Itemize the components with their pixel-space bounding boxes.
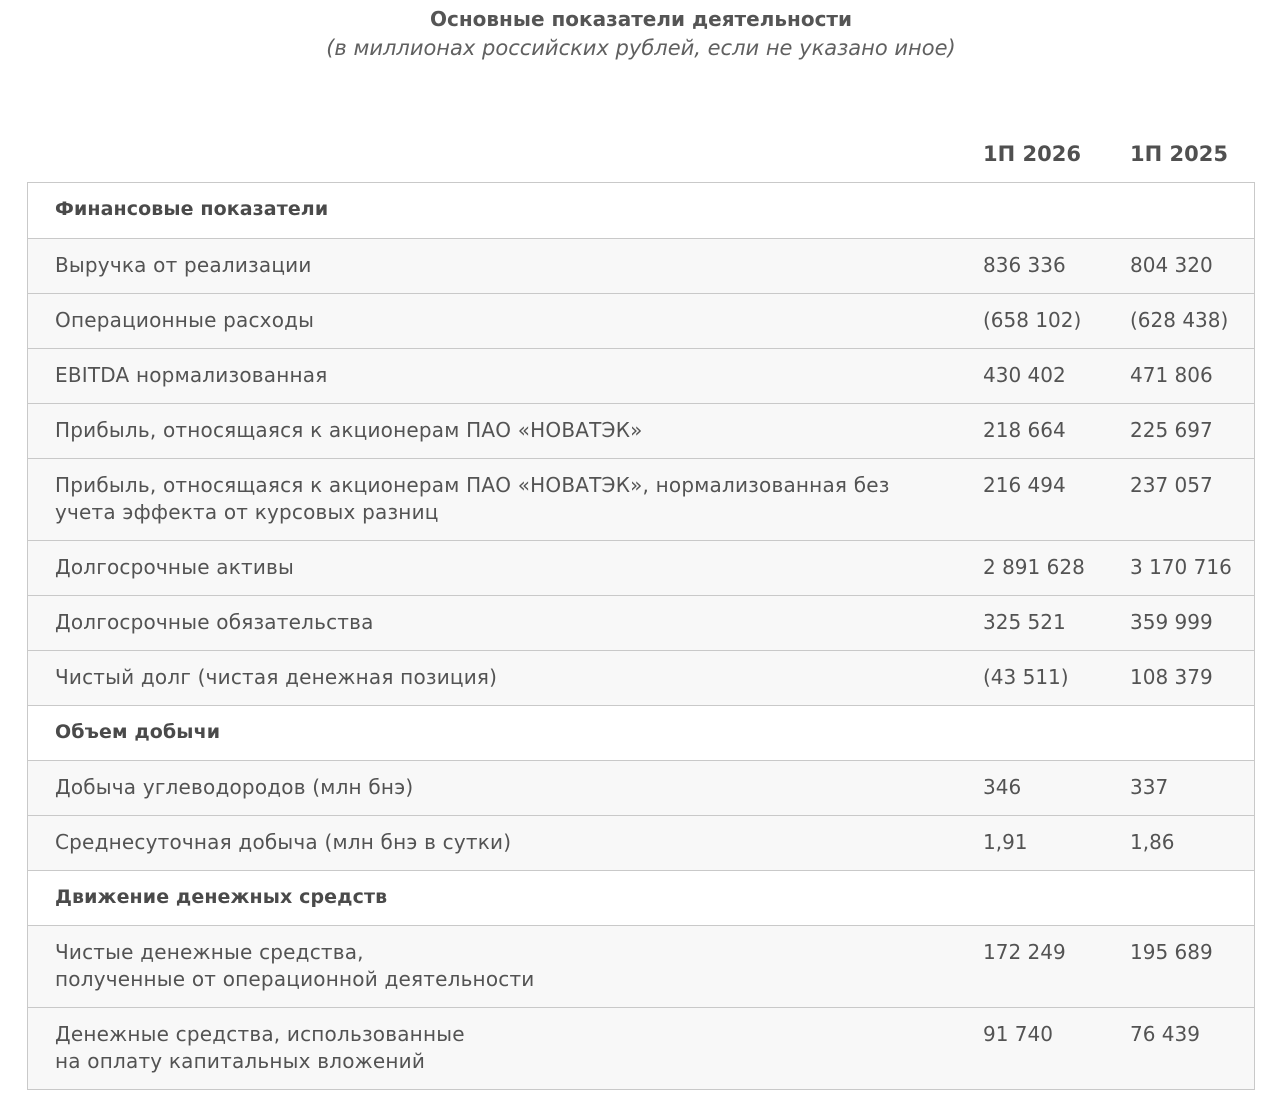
row-label-line: полученные от операционной деятельности: [55, 967, 535, 991]
row-label: [55, 939, 935, 993]
table-row: [28, 760, 1254, 815]
table-row: [28, 458, 1254, 540]
value-current: 91 740: [983, 1022, 1053, 1046]
row-label: Долгосрочные обязательства: [55, 610, 374, 634]
row-label: [55, 1021, 935, 1075]
table-section-row: [28, 870, 1254, 925]
row-label: Добыча углеводородов (млн бнэ): [55, 775, 414, 799]
value-current: 218 664: [983, 418, 1066, 442]
row-label: EBITDA нормализованная: [55, 363, 328, 387]
value-current: 346: [983, 775, 1022, 799]
page-subtitle: (в миллионах российских рублей, если не указано иное): [326, 36, 956, 60]
value-previous: 108 379: [1130, 665, 1213, 689]
row-label: Прибыль, относящаяся к акционерам ПАО «НОВАТЭК»: [55, 418, 643, 442]
value-current: 172 249: [983, 940, 1066, 964]
row-label: Выручка от реализации: [55, 253, 312, 277]
value-previous: 225 697: [1130, 418, 1213, 442]
table-row: [28, 540, 1254, 595]
row-label: Операционные расходы: [55, 308, 315, 332]
page-title: Основные показатели деятельности: [429, 7, 853, 31]
table-row: [28, 348, 1254, 403]
row-label: Долгосрочные активы: [55, 555, 295, 579]
row-label: Прибыль, относящаяся к акционерам ПАО «НОВАТЭК», нормализованная без учета эффекта от курсовых разниц: [55, 473, 890, 524]
value-previous: 76 439: [1130, 1022, 1200, 1046]
table-row: [28, 403, 1254, 458]
value-current: 1,91: [983, 830, 1028, 854]
value-previous: 1,86: [1130, 830, 1175, 854]
value-previous: 471 806: [1130, 363, 1213, 387]
value-current: 836 336: [983, 253, 1066, 277]
table-row: [28, 238, 1254, 293]
value-current: (658 102): [983, 308, 1082, 332]
value-previous: 337: [1130, 775, 1169, 799]
table-row: [28, 595, 1254, 650]
row-label-line: на оплату капитальных вложений: [55, 1049, 426, 1073]
value-current: 216 494: [983, 473, 1066, 497]
table-row: [28, 815, 1254, 870]
table-row: [28, 925, 1254, 1007]
value-previous: 3 170 716: [1130, 555, 1232, 579]
value-current: 2 891 628: [983, 555, 1085, 579]
column-header-current: 1П 2026: [983, 142, 1081, 166]
section-label: Объем добычи: [55, 721, 221, 743]
section-label: Финансовые показатели: [55, 198, 329, 220]
row-label: Среднесуточная добыча (млн бнэ в сутки): [55, 830, 512, 854]
value-previous: 804 320: [1130, 253, 1213, 277]
table-section-row: [28, 183, 1254, 238]
column-header-previous: 1П 2025: [1130, 142, 1228, 166]
value-current: 325 521: [983, 610, 1066, 634]
value-current: (43 511): [983, 665, 1069, 689]
indicators-table: [27, 182, 1255, 1090]
value-previous: 237 057: [1130, 473, 1213, 497]
value-previous: 195 689: [1130, 940, 1213, 964]
value-current: 430 402: [983, 363, 1066, 387]
value-previous: (628 438): [1130, 308, 1229, 332]
section-label: Движение денежных средств: [55, 886, 388, 908]
row-label-line: Денежные средства, использованные: [55, 1022, 465, 1046]
value-previous: 359 999: [1130, 610, 1213, 634]
table-row: [28, 650, 1254, 705]
table-section-row: [28, 705, 1254, 760]
row-label: Чистый долг (чистая денежная позиция): [55, 665, 498, 689]
table-row: [28, 293, 1254, 348]
row-label-line: Чистые денежные средства,: [55, 940, 364, 964]
table-row: [28, 1007, 1254, 1089]
